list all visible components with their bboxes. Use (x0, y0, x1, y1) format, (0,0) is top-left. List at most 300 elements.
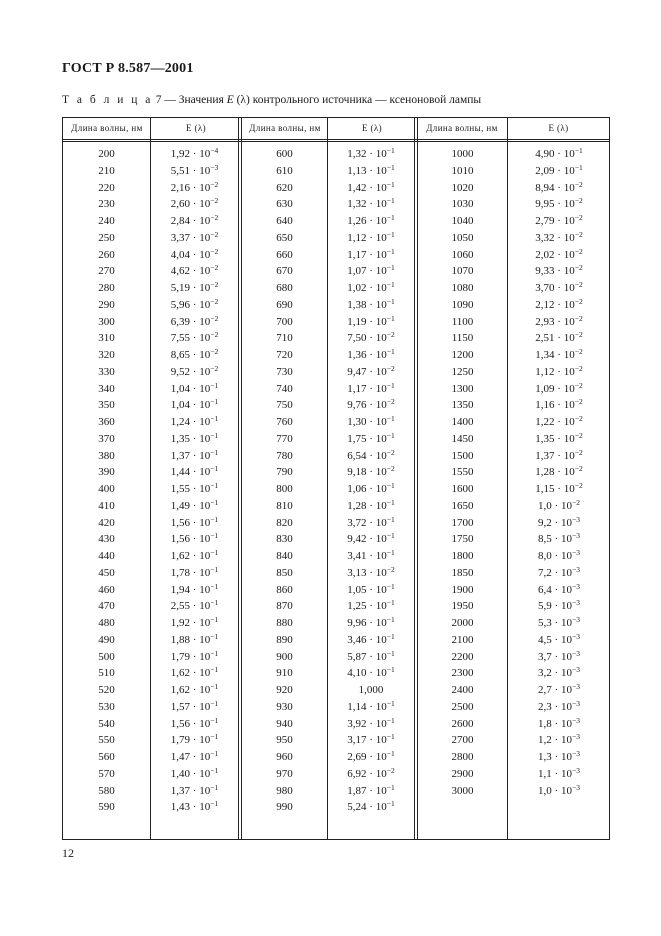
multiplier: · 10 (551, 550, 572, 562)
multiplier: · 10 (366, 633, 387, 646)
exponent: −1 (386, 414, 395, 423)
mantissa: 2,09 (535, 164, 555, 177)
multiplier: · 10 (190, 801, 211, 814)
mantissa: 1,62 (170, 684, 191, 696)
multiplier: · 10 (554, 198, 575, 211)
multiplier: · 10 (366, 801, 387, 814)
mantissa: 3,17 (347, 734, 367, 747)
irradiance-cell (328, 649, 414, 666)
header-wavelength-2: Длина волны, нм (249, 123, 321, 133)
multiplier: · 10 (551, 633, 572, 646)
mantissa: 8,65 (170, 349, 191, 361)
multiplier: · 10 (554, 416, 575, 428)
exponent: −1 (386, 246, 395, 256)
mantissa: 1,79 (170, 734, 191, 747)
exponent: −1 (210, 782, 219, 792)
wavelength-cell: 2400 (451, 684, 474, 696)
multiplier: · 10 (366, 382, 387, 395)
irradiance-cell (151, 431, 238, 448)
multiplier: · 10 (551, 667, 572, 680)
caption-text-1: — Значения (161, 94, 227, 106)
mantissa: 4,5 (538, 633, 552, 646)
exponent: −2 (574, 263, 583, 273)
exponent: −3 (571, 782, 580, 792)
exponent: −2 (574, 347, 583, 356)
multiplier: · 10 (190, 181, 211, 194)
mantissa: 3,32 (535, 231, 555, 244)
mantissa: 1,79 (170, 650, 191, 663)
irradiance-cell (328, 180, 414, 197)
exponent: −2 (210, 246, 219, 256)
irradiance-cell (328, 414, 414, 431)
multiplier: · 10 (554, 466, 575, 479)
irradiance-cell (151, 716, 238, 733)
multiplier: · 10 (551, 734, 572, 747)
irradiance-cell (508, 649, 610, 666)
wavelength-cell: 300 (98, 315, 115, 328)
wavelength-cell: 750 (276, 399, 293, 412)
mantissa: 1,78 (170, 566, 191, 579)
multiplier: · 10 (190, 767, 211, 780)
multiplier: · 10 (366, 332, 387, 345)
mantissa: 5,3 (538, 617, 552, 629)
mantissa: 1,8 (538, 717, 552, 730)
wavelength-cell: 840 (276, 550, 293, 562)
mantissa: 9,18 (347, 466, 367, 479)
mantissa: 5,87 (347, 650, 367, 663)
multiplier: · 10 (551, 516, 572, 529)
exponent: −1 (386, 481, 395, 490)
multiplier: · 10 (190, 231, 211, 244)
irradiance-cell (508, 732, 610, 749)
irradiance-cell (508, 414, 610, 431)
wavelength-cell: 1050 (451, 231, 474, 244)
wavelength-cell: 580 (98, 784, 115, 797)
wavelength-cell: 220 (98, 181, 115, 194)
wavelength-cell: 260 (98, 248, 115, 261)
irradiance-cell (328, 749, 414, 766)
mantissa: 1,62 (170, 667, 191, 680)
mantissa: 3,70 (535, 282, 555, 294)
mantissa: 1,38 (347, 298, 367, 311)
wavelength-cell: 830 (276, 533, 293, 546)
multiplier: · 10 (551, 717, 572, 730)
wavelength-cell: 2300 (451, 667, 474, 680)
irradiance-cell (328, 498, 414, 515)
multiplier: · 10 (554, 215, 575, 227)
multiplier: · 10 (190, 282, 211, 294)
exponent: −1 (386, 548, 395, 557)
multiplier: · 10 (551, 650, 572, 663)
exponent: −3 (571, 615, 580, 624)
exponent: −3 (571, 765, 580, 775)
irradiance-cell (151, 414, 238, 431)
multiplier: · 10 (190, 566, 211, 579)
wavelength-cell: 570 (98, 767, 115, 780)
mantissa: 1,17 (347, 248, 367, 261)
multiplier: · 10 (551, 700, 572, 713)
wavelength-cell: 500 (98, 650, 115, 663)
exponent: −2 (574, 196, 583, 206)
exponent: −1 (386, 782, 395, 792)
irradiance-cell (151, 297, 238, 314)
mantissa: 1,75 (347, 432, 367, 445)
exponent: −2 (210, 313, 219, 323)
exponent: −1 (386, 347, 395, 356)
mantissa: 1,0 (538, 499, 552, 512)
exponent: −2 (386, 564, 395, 574)
exponent: −2 (210, 229, 219, 239)
mantissa: 2,69 (347, 751, 367, 763)
irradiance-cell (151, 481, 238, 498)
wavelength-cell: 560 (98, 751, 115, 763)
wavelength-cell: 980 (276, 784, 293, 797)
mantissa: 2,84 (170, 215, 191, 227)
mantissa: 9,96 (347, 617, 367, 629)
irradiance-cell (508, 749, 610, 766)
irradiance-cell (328, 582, 414, 599)
wavelength-cell: 1100 (451, 315, 474, 328)
exponent: −1 (210, 380, 219, 390)
irradiance-cell (328, 314, 414, 331)
exponent: −2 (210, 196, 219, 206)
irradiance-cell (151, 163, 238, 180)
multiplier: · 10 (366, 751, 387, 763)
mantissa: 3,46 (347, 633, 367, 646)
exponent: −2 (386, 765, 395, 775)
irradiance-cell (328, 448, 414, 465)
wavelength-cell: 1900 (451, 583, 474, 596)
irradiance-cell (151, 314, 238, 331)
exponent: −1 (210, 414, 219, 423)
mantissa: 6,4 (538, 583, 552, 596)
irradiance-cell (151, 464, 238, 481)
wavelength-cell: 400 (98, 483, 115, 495)
mantissa: 1,02 (347, 282, 367, 294)
multiplier: · 10 (190, 533, 211, 546)
exponent: −4 (210, 146, 219, 155)
irradiance-cell (508, 699, 610, 716)
multiplier: · 10 (366, 349, 387, 361)
wavelength-cell: 1700 (451, 516, 474, 529)
exponent: −1 (386, 598, 395, 608)
exponent: −1 (210, 514, 219, 524)
exponent: −3 (571, 715, 580, 725)
mantissa: 1,62 (170, 550, 191, 562)
multiplier: · 10 (190, 399, 211, 412)
wavelength-cell: 730 (276, 365, 293, 378)
exponent: −1 (210, 564, 219, 574)
exponent: −2 (386, 330, 395, 340)
mantissa: 1,0 (538, 784, 552, 797)
multiplier: · 10 (366, 416, 387, 428)
exponent: −1 (386, 799, 395, 809)
mantissa: 6,92 (347, 767, 367, 780)
irradiance-cell (508, 280, 610, 297)
exponent: −1 (386, 162, 395, 172)
irradiance-cell (151, 699, 238, 716)
wavelength-cell: 820 (276, 516, 293, 529)
multiplier: · 10 (554, 399, 575, 412)
mantissa: 4,90 (535, 148, 555, 160)
exponent: −3 (571, 514, 580, 524)
irradiance-cell (508, 682, 610, 699)
irradiance-cell (508, 180, 610, 197)
multiplier: · 10 (190, 215, 211, 227)
mantissa: 2,60 (170, 198, 191, 211)
wavelength-cell: 1300 (451, 382, 474, 395)
mantissa: 6,54 (347, 449, 367, 462)
wavelength-cell: 650 (276, 231, 293, 244)
irradiance-cell (151, 263, 238, 280)
mantissa: 1,14 (347, 700, 367, 713)
irradiance-cell (151, 247, 238, 264)
wavelength-cell: 670 (276, 265, 293, 278)
mantissa: 3,41 (347, 550, 367, 562)
irradiance-cell (151, 582, 238, 599)
wavelength-cell: 740 (276, 382, 293, 395)
exponent: −1 (210, 430, 219, 440)
wavelength-cell: 890 (276, 633, 293, 646)
exponent: −2 (574, 397, 583, 407)
wavelength-cell: 1020 (451, 181, 474, 194)
multiplier: · 10 (190, 751, 211, 763)
multiplier: · 10 (554, 231, 575, 244)
wavelength-cell: 780 (276, 449, 293, 462)
irradiance-cell (151, 498, 238, 515)
wavelength-cell: 590 (98, 801, 115, 814)
mantissa: 3,92 (347, 717, 367, 730)
irradiance-cell (328, 548, 414, 565)
wavelength-cell: 760 (276, 416, 293, 428)
exponent: −1 (386, 280, 395, 289)
multiplier: · 10 (190, 382, 211, 395)
wavelength-cell: 870 (276, 600, 293, 613)
spectral-table (62, 117, 610, 840)
multiplier: · 10 (190, 633, 211, 646)
exponent: −2 (574, 296, 583, 306)
mantissa: 7,50 (347, 332, 367, 345)
wavelength-cell: 410 (98, 499, 115, 512)
irradiance-cell (328, 247, 414, 264)
exponent: −1 (210, 497, 219, 507)
multiplier: · 10 (190, 583, 211, 596)
exponent: −1 (210, 715, 219, 725)
exponent: −1 (386, 497, 395, 507)
multiplier: · 10 (551, 583, 572, 596)
table-header-row (63, 118, 609, 142)
mantissa: 1,30 (347, 416, 367, 428)
wavelength-cell: 990 (276, 801, 293, 814)
wavelength-cell: 460 (98, 583, 115, 596)
header-e-3: E (λ) (548, 123, 569, 133)
irradiance-cell (151, 598, 238, 615)
exponent: −1 (210, 481, 219, 490)
wavelength-cell: 390 (98, 466, 115, 479)
multiplier: · 10 (366, 298, 387, 311)
mantissa: 3,13 (347, 566, 367, 579)
multiplier: · 10 (366, 516, 387, 529)
exponent: −1 (386, 179, 395, 189)
wavelength-cell: 1550 (451, 466, 474, 479)
irradiance-cell (328, 381, 414, 398)
irradiance-cell (508, 163, 610, 180)
multiplier: · 10 (190, 248, 211, 261)
wavelength-cell: 490 (98, 633, 115, 646)
mantissa: 1,04 (170, 382, 191, 395)
mantissa: 1,37 (170, 449, 191, 462)
irradiance-cell (151, 280, 238, 297)
wavelength-cell: 1500 (451, 449, 474, 462)
mantissa: 7,2 (538, 566, 552, 579)
exponent: −2 (210, 280, 219, 289)
mantissa: 1,87 (347, 784, 367, 797)
mantissa: 1,35 (535, 432, 555, 445)
irradiance-cell (328, 347, 414, 364)
multiplier: · 10 (190, 365, 211, 378)
irradiance-cell (508, 448, 610, 465)
wavelength-cell: 2100 (451, 633, 474, 646)
exponent: −3 (571, 564, 580, 574)
mantissa: 9,95 (535, 198, 555, 211)
irradiance-cell (328, 565, 414, 582)
mantissa: 1,37 (535, 449, 555, 462)
mantissa: 1,92 (170, 617, 191, 629)
multiplier: · 10 (554, 483, 575, 495)
exponent: −2 (574, 246, 583, 256)
irradiance-cell (151, 196, 238, 213)
mantissa: 2,3 (538, 700, 552, 713)
wavelength-cell: 2000 (451, 617, 474, 629)
irradiance-cell (508, 783, 610, 800)
document-id: ГОСТ Р 8.587—2001 (62, 61, 194, 76)
exponent: −2 (210, 179, 219, 189)
mantissa: 4,04 (170, 248, 191, 261)
exponent: −3 (210, 162, 219, 172)
multiplier: · 10 (366, 399, 387, 412)
irradiance-cell (151, 783, 238, 800)
wavelength-cell: 1070 (451, 265, 474, 278)
mantissa: 2,7 (538, 684, 552, 696)
irradiance-cell (328, 196, 414, 213)
exponent: −1 (386, 146, 395, 155)
mantissa: 1,94 (170, 583, 191, 596)
irradiance-cell (508, 247, 610, 264)
mantissa: 1,92 (170, 148, 191, 160)
mantissa: 1,2 (538, 734, 552, 747)
irradiance-cell (328, 297, 414, 314)
multiplier: · 10 (554, 382, 575, 395)
wavelength-cell: 1060 (451, 248, 474, 261)
irradiance-cell (151, 515, 238, 532)
exponent: −1 (210, 665, 219, 675)
multiplier: · 10 (366, 717, 387, 730)
mantissa: 1,44 (170, 466, 191, 479)
multiplier: · 10 (366, 466, 387, 479)
multiplier: · 10 (554, 432, 575, 445)
exponent: −1 (210, 799, 219, 809)
multiplier: · 10 (366, 617, 387, 629)
multiplier: · 10 (190, 550, 211, 562)
irradiance-cell (151, 448, 238, 465)
multiplier: · 10 (190, 700, 211, 713)
irradiance-cell (328, 213, 414, 230)
mantissa: 4,62 (170, 265, 191, 278)
irradiance-cell (328, 632, 414, 649)
wavelength-cell: 380 (98, 449, 115, 462)
mantissa: 1,47 (170, 751, 191, 763)
wavelength-cell: 370 (98, 432, 115, 445)
mantissa: 1,28 (347, 499, 367, 512)
mantissa: 1,12 (347, 231, 367, 244)
exponent: −2 (574, 330, 583, 340)
irradiance-cell (328, 481, 414, 498)
wavelength-cell: 230 (98, 198, 115, 211)
multiplier: · 10 (554, 148, 575, 160)
multiplier: · 10 (366, 432, 387, 445)
irradiance-cell (508, 297, 610, 314)
wavelength-cell: 2700 (451, 734, 474, 747)
mantissa: 3,37 (170, 231, 191, 244)
mantissa: 3,72 (347, 516, 367, 529)
multiplier: · 10 (366, 265, 387, 278)
exponent: −2 (210, 330, 219, 340)
wavelength-cell: 550 (98, 734, 115, 747)
exponent: −2 (386, 397, 395, 407)
exponent: −2 (574, 363, 583, 373)
exponent: −2 (210, 213, 219, 222)
multiplier: · 10 (190, 483, 211, 495)
multiplier: · 10 (366, 499, 387, 512)
exponent: −3 (571, 581, 580, 591)
multiplier: · 10 (551, 566, 572, 579)
mantissa: 1,34 (535, 349, 555, 361)
exponent: −1 (386, 665, 395, 675)
irradiance-cell (328, 766, 414, 783)
wavelength-cell: 720 (276, 349, 293, 361)
mantissa: 8,94 (535, 181, 555, 194)
multiplier: · 10 (366, 734, 387, 747)
exponent: −1 (210, 397, 219, 407)
mantissa: 1,000 (358, 684, 384, 696)
mantissa: 2,12 (535, 298, 555, 311)
exponent: −1 (210, 631, 219, 641)
exponent: −3 (571, 531, 580, 541)
mantissa: 2,55 (170, 600, 191, 613)
multiplier: · 10 (366, 365, 387, 378)
mantissa: 1,17 (347, 382, 367, 395)
mantissa: 9,47 (347, 365, 367, 378)
exponent: −1 (210, 581, 219, 591)
mantissa: 1,3 (538, 751, 552, 763)
multiplier: · 10 (366, 198, 387, 211)
wavelength-cell: 800 (276, 483, 293, 495)
irradiance-cell (151, 347, 238, 364)
irradiance-cell (508, 213, 610, 230)
multiplier: · 10 (190, 349, 211, 361)
multiplier: · 10 (551, 533, 572, 546)
wavelength-cell: 1950 (451, 600, 474, 613)
multiplier: · 10 (554, 349, 575, 361)
wavelength-cell: 340 (98, 382, 115, 395)
irradiance-cell (508, 565, 610, 582)
irradiance-cell (328, 783, 414, 800)
mantissa: 1,32 (347, 198, 367, 211)
mantissa: 1,05 (347, 583, 367, 596)
mantissa: 1,19 (347, 315, 367, 328)
exponent: −1 (386, 430, 395, 440)
wavelength-cell: 610 (276, 164, 293, 177)
